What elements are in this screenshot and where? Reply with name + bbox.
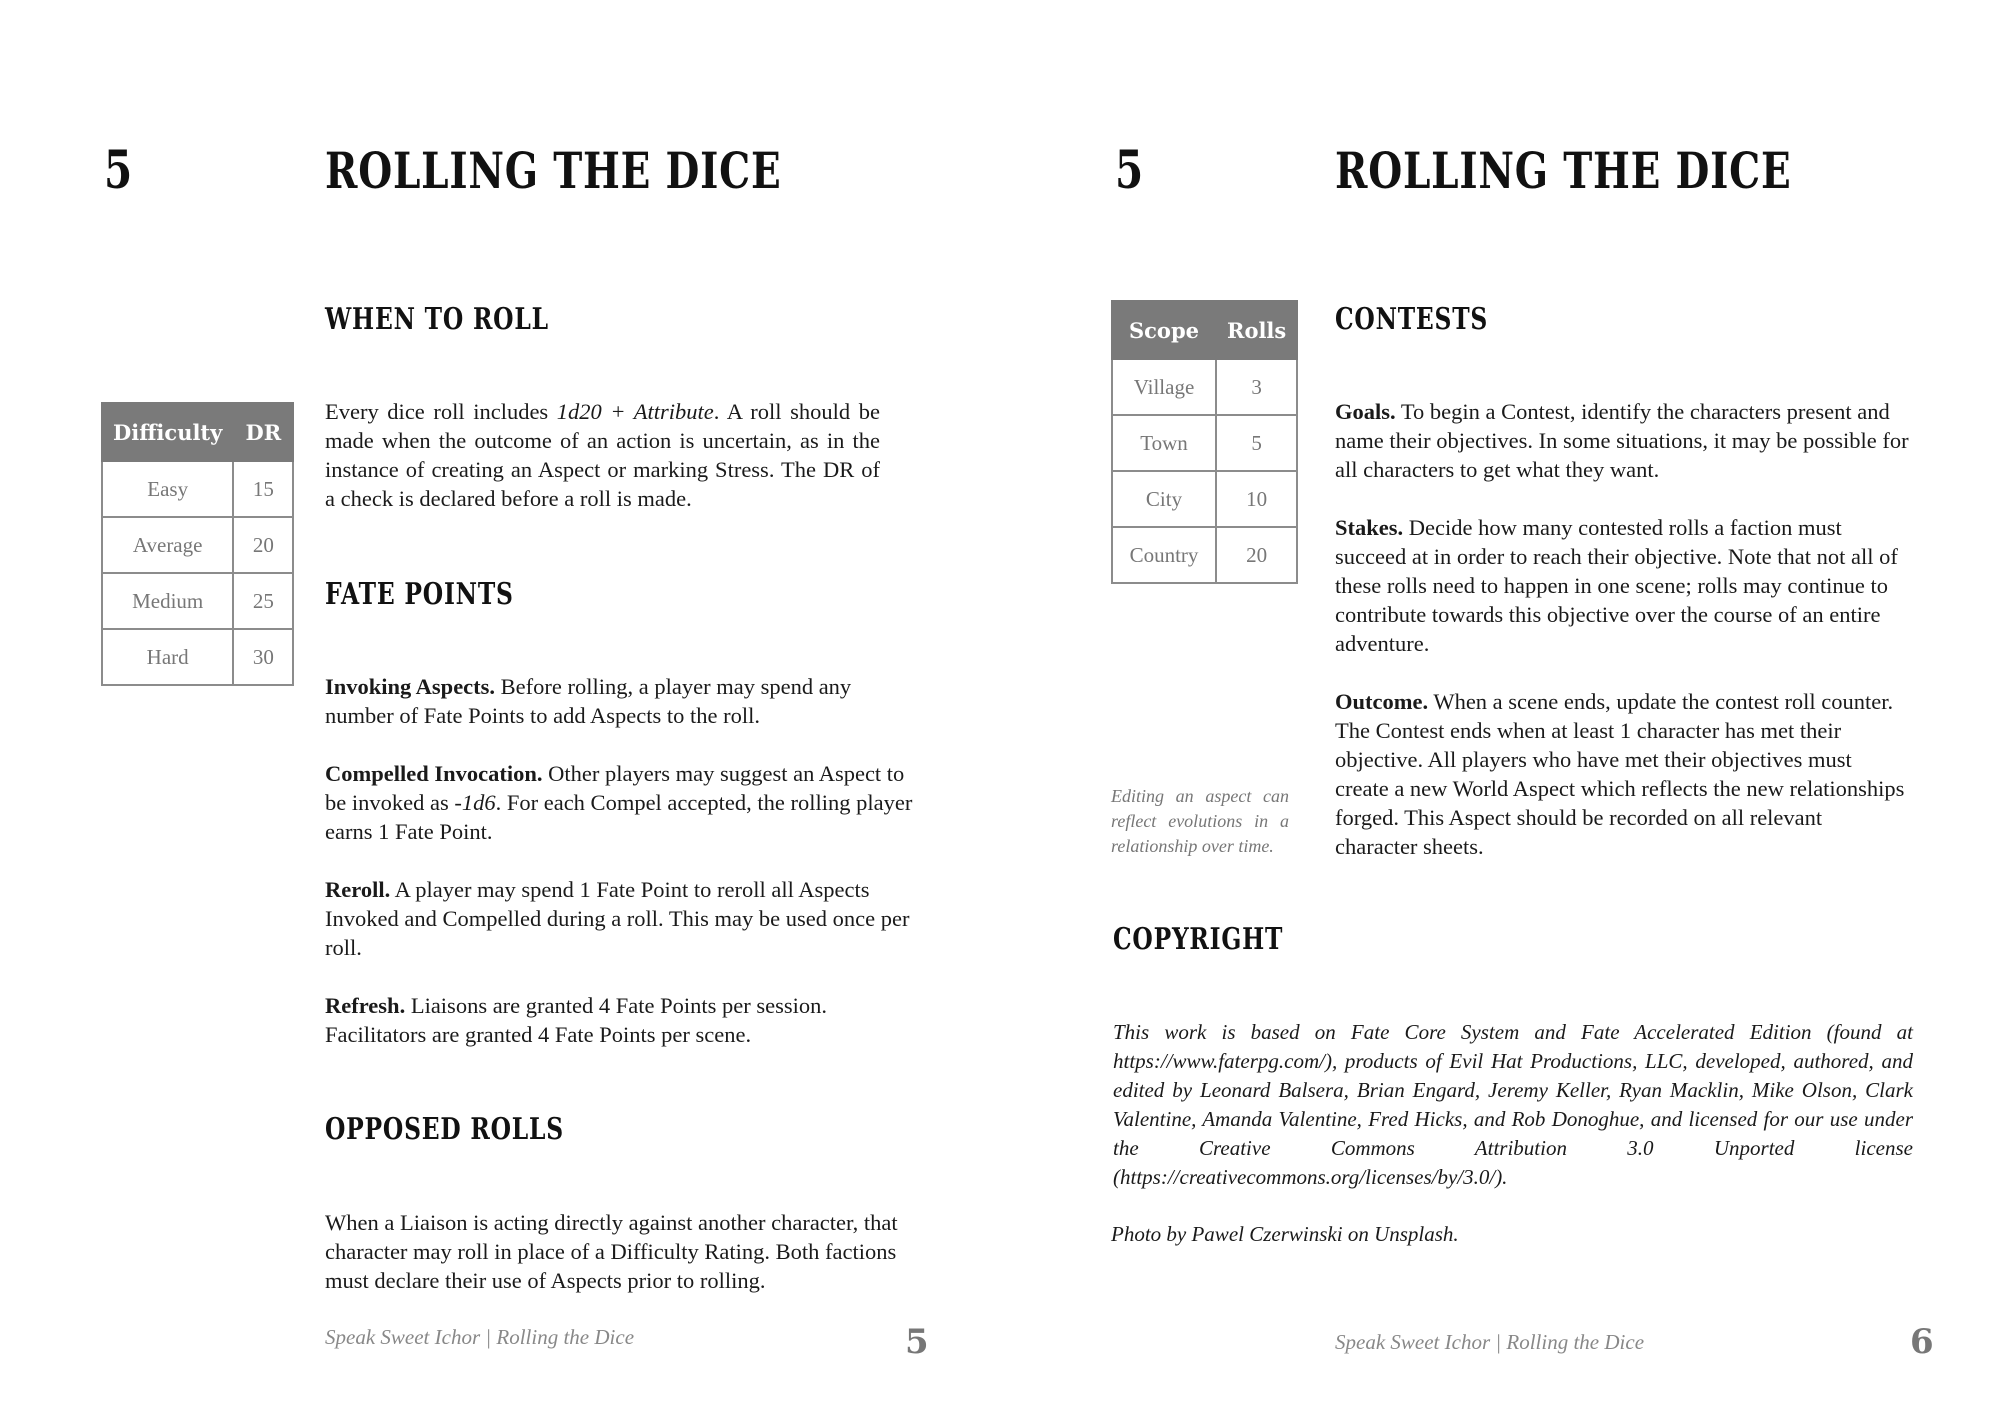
penalty-formula: -1d6 — [454, 790, 496, 815]
copyright-paragraph: This work is based on Fate Core System and Fate Accelerated Edition (found at https://www.faterpg.com/), products of Evil Hat Productions, LLC, developed, authored, and edited by Leonard Balsera, Brian Engard, Jeremy Keller, Ryan Macklin, Mike Olson, Clark Valentine, Amanda Valentine, Fred Hicks, and Rob Donoghue, and licensed for our use under the Creative Commons Attribution 3.0 Unported license (https://creativecommons.org/licenses/by/3.0/). — [1113, 1020, 1913, 1189]
table-cell: Medium — [102, 573, 233, 629]
table-cell: 30 — [233, 629, 293, 685]
section-heading-opposed-rolls: OPPOSED ROLLS — [325, 1112, 564, 1147]
table-cell: 20 — [1216, 527, 1297, 583]
table-cell: Town — [1112, 415, 1216, 471]
table-header: DR — [233, 403, 293, 461]
chapter-number: 5 — [1115, 140, 1145, 201]
stakes-paragraph — [1335, 513, 1910, 658]
table-cell: 15 — [233, 461, 293, 517]
roll-formula: 1d20 + Attribute — [556, 399, 714, 424]
table-row — [1112, 527, 1297, 583]
text: Decide how many contested rolls a faction must succeed at in order to reach their objective. Note that not all of these rolls need to happen in one scene; rolls may continue to contribute towards this objective over the course of an entire adventure. — [1335, 515, 1898, 656]
text: . For each Compel accepted, the rolling player earns 1 Fate Point. — [325, 790, 913, 844]
paragraph-title: Goals. — [1335, 399, 1396, 424]
contests-body — [1335, 397, 1910, 861]
paragraph-title: Compelled Invocation. — [325, 761, 543, 786]
table-cell: Average — [102, 517, 233, 573]
text: To begin a Contest, identify the characters present and name their objectives. In some situations, it may be possible for all characters to get what they want. — [1335, 399, 1909, 482]
table-cell: 10 — [1216, 471, 1297, 527]
table-row — [1112, 359, 1297, 415]
chapter-title: ROLLING THE DICE — [1335, 141, 1792, 200]
when-to-roll-paragraph — [325, 397, 880, 513]
table-cell: Village — [1112, 359, 1216, 415]
refresh-paragraph — [325, 991, 915, 1049]
section-heading-copyright: COPYRIGHT — [1113, 922, 1284, 957]
table-cell: 3 — [1216, 359, 1297, 415]
table-row — [102, 573, 293, 629]
text: Other players may suggest an Aspect to be invoked as — [325, 761, 905, 815]
text: Every dice roll includes — [325, 399, 557, 424]
table-row — [102, 629, 293, 685]
text: Before rolling, a player may spend any number of Fate Points to add Aspects to the roll. — [325, 674, 852, 728]
table-cell: Easy — [102, 461, 233, 517]
text: . A roll should be made when the outcome of an action is uncertain, as in the instance of creating an Aspect or marking Stress. The DR of a check is declared before a roll is made. — [325, 399, 880, 511]
table-cell: 20 — [233, 517, 293, 573]
table-cell: 5 — [1216, 415, 1297, 471]
page-number: 6 — [1910, 1322, 1934, 1362]
section-heading-contests: CONTESTS — [1335, 302, 1489, 337]
text: A player may spend 1 Fate Point to reroll all Aspects Invoked and Compelled during a roll. This may be used once per roll. — [325, 877, 910, 960]
sidenote: Editing an aspect can reflect evolutions in a relationship over time. — [1111, 786, 1289, 856]
paragraph-title: Reroll. — [325, 877, 391, 902]
table-cell: Hard — [102, 629, 233, 685]
page-footer: Speak Sweet Ichor | Rolling the Dice — [1335, 1330, 1645, 1354]
table-row — [1112, 471, 1297, 527]
table-cell: City — [1112, 471, 1216, 527]
table-header: Difficulty — [102, 403, 233, 461]
paragraph-title: Invoking Aspects. — [325, 674, 496, 699]
reroll-paragraph — [325, 875, 915, 962]
paragraph-title: Outcome. — [1335, 689, 1429, 714]
table-row — [1112, 415, 1297, 471]
table-cell: Country — [1112, 527, 1216, 583]
invoking-aspects-paragraph — [325, 672, 915, 730]
text: When a scene ends, update the contest roll counter. The Contest ends when at least 1 character has met their objective. All players who have met their objectives must create a new World Aspect which reflects the new relationships forged. This Aspect should be recorded on all relevant character sheets. — [1335, 689, 1905, 859]
paragraph-title: Stakes. — [1335, 515, 1404, 540]
table-header: Rolls — [1216, 301, 1297, 359]
outcome-paragraph — [1335, 687, 1910, 861]
table-header: Scope — [1112, 301, 1216, 359]
section-heading-when-to-roll: WHEN TO ROLL — [325, 302, 549, 337]
scope-table — [1111, 300, 1298, 584]
text: Liaisons are granted 4 Fate Points per session. Facilitators are granted 4 Fate Points per scene. — [325, 993, 828, 1047]
photo-credit: Photo by Pawel Czerwinski on Unsplash. — [1111, 1222, 1459, 1246]
paragraph-title: Refresh. — [325, 993, 406, 1018]
chapter-number: 5 — [104, 140, 134, 201]
goals-paragraph — [1335, 397, 1910, 484]
table-row — [102, 461, 293, 517]
opposed-rolls-paragraph: When a Liaison is acting directly against another character, that character may roll in place of a Difficulty Rating. Both factions must declare their use of Aspects prior to rolling. — [325, 1210, 898, 1293]
page-number: 5 — [905, 1322, 929, 1362]
fate-points-body — [325, 672, 915, 1049]
difficulty-table — [101, 402, 294, 686]
table-cell: 25 — [233, 573, 293, 629]
table-row — [102, 517, 293, 573]
compelled-invocation-paragraph — [325, 759, 915, 846]
page-footer: Speak Sweet Ichor | Rolling the Dice — [325, 1325, 635, 1349]
section-heading-fate-points: FATE POINTS — [325, 577, 514, 612]
chapter-title: ROLLING THE DICE — [325, 141, 782, 200]
